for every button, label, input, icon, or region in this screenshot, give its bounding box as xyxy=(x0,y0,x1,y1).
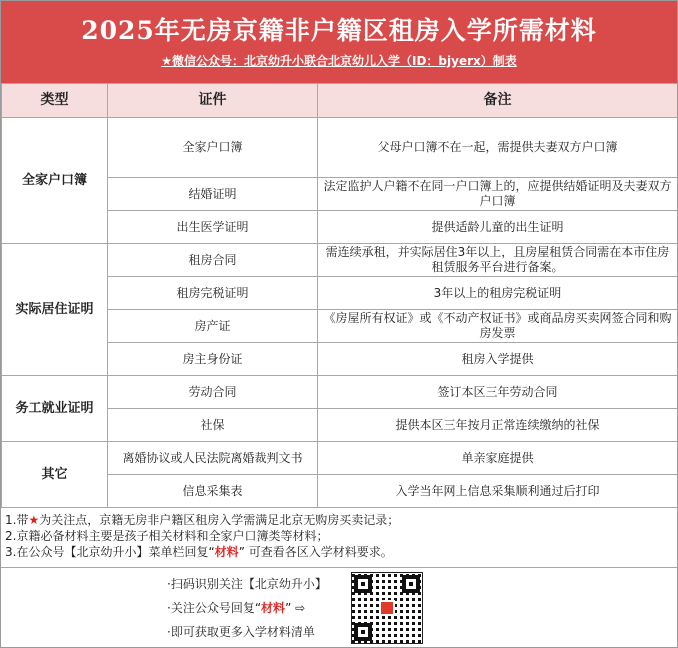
note-line-2: 2.京籍必备材料主要是孩子相关材料和全家户口簿类等材料； xyxy=(5,529,329,543)
footer-reply-suffix: ” ⇨ xyxy=(285,601,306,615)
document-cell: 离婚协议或人民法院离婚裁判文书 xyxy=(108,442,318,475)
materials-table xyxy=(1,83,678,508)
category-cell: 其它 xyxy=(2,442,108,508)
category-cell: 全家户口簿 xyxy=(2,118,108,244)
star-icon: ★ xyxy=(28,513,40,527)
document-cell: 租房完税证明 xyxy=(108,277,318,310)
page-title: 2025年无房京籍非户籍区租房入学所需材料 xyxy=(81,16,597,45)
column-header-document: 证件 xyxy=(108,84,318,118)
footer-line-scan: ·扫码识别关注【北京幼升小】 xyxy=(167,577,327,591)
footer-reply-prefix: ·关注公众号回复“ xyxy=(167,601,262,615)
document-cell: 结婚证明 xyxy=(108,178,318,211)
qr-finder-icon xyxy=(354,623,372,641)
document-cell: 房主身份证 xyxy=(108,343,318,376)
note-cell: 提供适龄儿童的出生证明 xyxy=(318,211,678,244)
note-cell: 法定监护人户籍不在同一户口簿上的，应提供结婚证明及夫妻双方户口簿 xyxy=(318,178,678,211)
note-1-text: 为关注点，京籍无房非户籍区租房入学需满足北京无购房买卖记录； xyxy=(39,513,400,527)
qr-finder-icon xyxy=(354,575,372,593)
note-cell: 父母户口簿不在一起，需提供夫妻双方户口簿 xyxy=(318,118,678,178)
note-cell: 入学当年网上信息采集顺利通过后打印 xyxy=(318,475,678,508)
footer-line-more: ·即可获取更多入学材料清单 xyxy=(167,625,315,639)
footer-line-reply xyxy=(167,600,305,616)
document-cell: 信息采集表 xyxy=(108,475,318,508)
note-line-3 xyxy=(5,544,671,560)
document-cell: 劳动合同 xyxy=(108,376,318,409)
page-subtitle: ★微信公众号：北京幼升小联合北京幼儿入学（ID：bjyerx）制表 xyxy=(161,54,517,68)
document-cell: 全家户口簿 xyxy=(108,118,318,178)
note-cell: 需连续承租，并实际居住3年以上，且房屋租赁合同需在本市住房租赁服务平台进行备案。 xyxy=(318,244,678,277)
table-row xyxy=(2,244,678,277)
footer-section xyxy=(1,568,677,648)
note-3-suffix: ” 可查看各区入学材料要求。 xyxy=(238,545,393,559)
category-cell: 实际居住证明 xyxy=(2,244,108,376)
note-1-prefix: 1.带 xyxy=(5,513,29,527)
note-cell: 租房入学提供 xyxy=(318,343,678,376)
note-3-prefix: 3.在公众号【北京幼升小】菜单栏回复“ xyxy=(5,545,215,559)
table-header-row xyxy=(2,84,678,118)
note-cell: 单亲家庭提供 xyxy=(318,442,678,475)
table-row xyxy=(2,442,678,475)
qr-logo-icon xyxy=(379,600,395,616)
notes-section xyxy=(1,506,677,568)
column-header-note: 备注 xyxy=(318,84,678,118)
footer-reply-keyword: 材料 xyxy=(261,601,286,615)
table-row xyxy=(2,118,678,178)
category-cell: 务工就业证明 xyxy=(2,376,108,442)
qr-code-icon[interactable] xyxy=(351,572,423,644)
document-cell: 社保 xyxy=(108,409,318,442)
note-cell: 《房屋所有权证》或《不动产权证书》或商品房买卖网签合同和购房发票 xyxy=(318,310,678,343)
document-cell: 租房合同 xyxy=(108,244,318,277)
note-cell: 3年以上的租房完税证明 xyxy=(318,277,678,310)
note-cell: 提供本区三年按月正常连续缴纳的社保 xyxy=(318,409,678,442)
table-row xyxy=(2,376,678,409)
column-header-type: 类型 xyxy=(2,84,108,118)
document-cell: 房产证 xyxy=(108,310,318,343)
note-3-keyword: 材料 xyxy=(214,545,239,559)
note-cell: 签订本区三年劳动合同 xyxy=(318,376,678,409)
document-cell: 出生医学证明 xyxy=(108,211,318,244)
header-banner xyxy=(1,1,677,83)
note-line-1 xyxy=(5,512,671,528)
qr-finder-icon xyxy=(402,575,420,593)
